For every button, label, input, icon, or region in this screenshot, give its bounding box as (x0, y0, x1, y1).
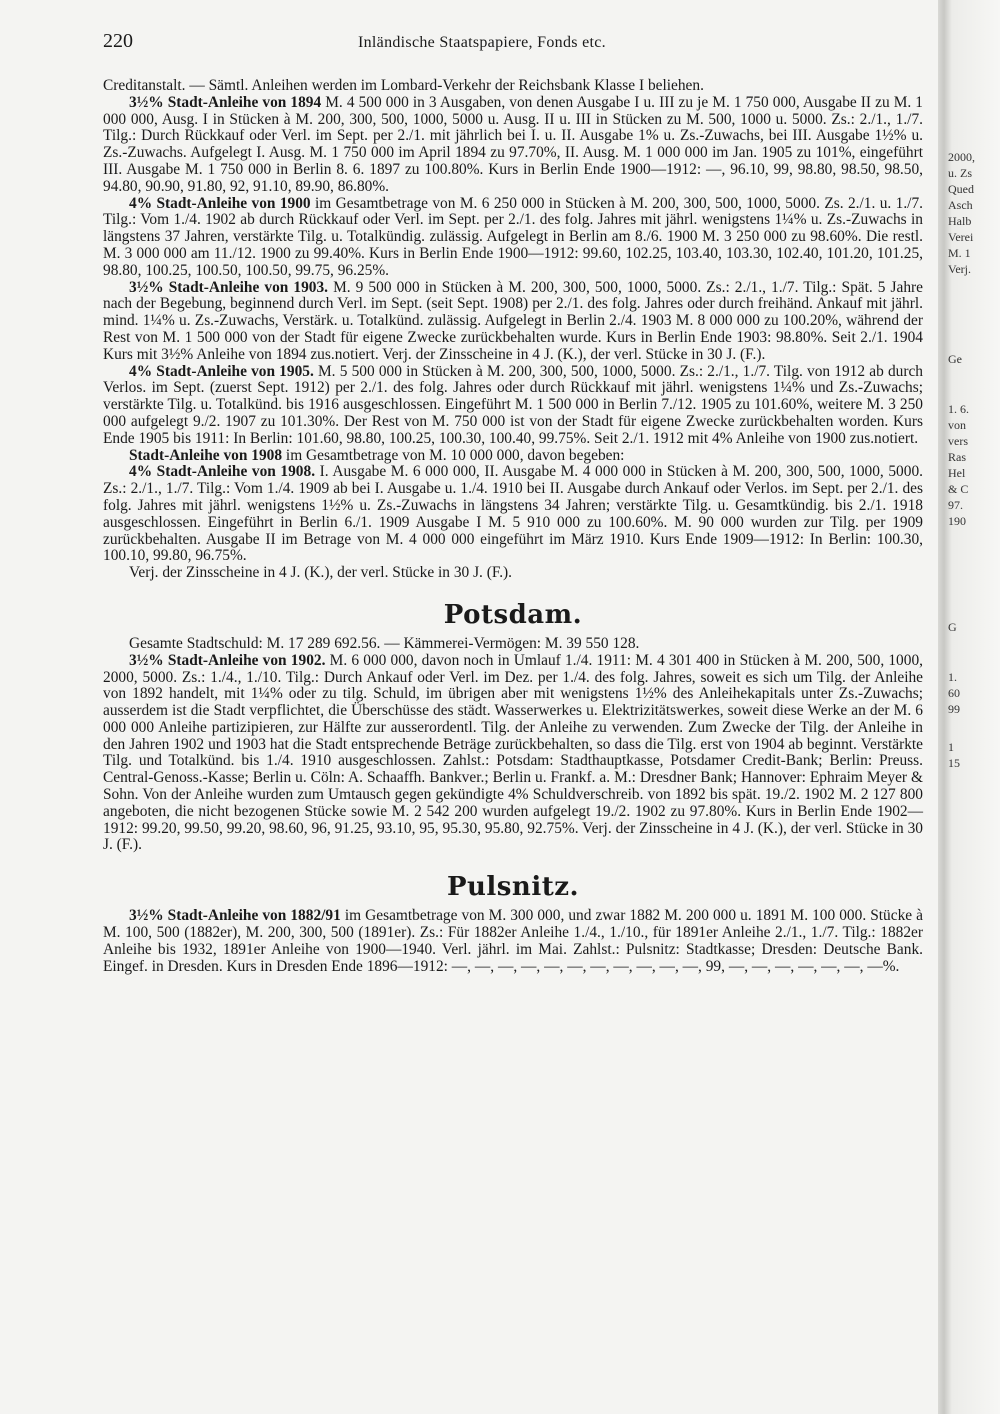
bond-title: 3½% Stadt-Anleihe von 1882/91 (129, 907, 341, 925)
margin-fragment: Hel (948, 466, 966, 480)
margin-fragment: u. Zs (948, 166, 972, 180)
city-heading-pulsnitz: Pulsnitz. (446, 872, 580, 903)
intro-paragraph: Creditanstalt. — Sämtl. Anleihen werden im Lombard-Verkehr der Reichsbank Klasse I beliehen. (103, 77, 704, 94)
bond-text: M. 4 500 000 in 3 Ausgaben, von denen Ausgabe I u. III zu je M. 1 750 000, Ausgabe II zu M. 1 000 000, Ausg. I in Stücken à M. 200, 300, 500, 1000, 5000 u. Ausg. II u. III in Stücken zu M. 500, 1000 u. 5000. Zs.: 2./1., 1./7. Tilg.: Durch Rückkauf oder Verl. im Sept. per 2./1. mit jährlich bei I. u. II. Ausgabe 1% u. Zs.-Zuwachs, bei III. Ausgabe 1½% u. Zs.-Zuwachs. Aufgelegt I. Ausg. M. 1 750 000 im April 1894 zu 97.70%, II. Ausg. M. 1 000 000 im Jan. 1905 zu 101%, eingeführt III. Ausgabe M. 1 750 000 in Berlin 8. 6. 1897 zu 100.80%. Kurs in Berlin Ende 1900—1912: —, 96.10, 99, 98.80, 98.50, 98.50, 94.80, 90.90, 91.80, 92, 91.10, 89.90, 86.80%. (103, 93, 923, 195)
bond-text: I. Ausgabe M. 6 000 000, II. Ausgabe M. 4 000 000 in Stücken à M. 200, 300, 500, 1000, 5000. Zs.: 2./1., 1./7. Tilg.: Vom 1./4. 1909 ab bei I. Ausgabe u. 1./4. 1910 bei II. Ausgabe durch Ankauf oder Verlos. im Sept. per 2./1. des folg. Jahres mit jährl. wenigstens 1½% u. Zs.-Zuwachs in längstens 34 Jahren; verstärkte Tilg. u. Gesamtkündig. bis 2./1. 1918 ausgeschlossen. Eingeführt in Berlin 6./1. 1909 Ausgabe I M. 5 910 000 zu 100.60%. M. 90 000 wurden zur Tilg. per 1909 zurückbehalten. Ausgabe II im Betrage von M. 4 000 000 eingeführt im März 1910. Kurs Ende 1909—1912: In Berlin: 100.30, 100.10, 99.80, 96.75%. (103, 463, 923, 565)
margin-fragment: 1 (948, 740, 954, 754)
margin-fragment: Verj. (948, 262, 971, 276)
margin-fragment: 1. 6. (948, 402, 969, 416)
margin-fragment: Asch (948, 198, 973, 212)
bond-entry (103, 364, 923, 448)
bond-entry (103, 95, 923, 196)
bond-text: im Gesamtbetrage von M. 10 000 000, davon begeben: (282, 446, 625, 464)
margin-fragment: vers (948, 434, 968, 448)
bond-entry (103, 908, 923, 975)
bond-title: 4% Stadt-Anleihe von 1908. (129, 463, 316, 481)
page-number: 220 (103, 30, 133, 52)
verjaehrung-note: Verj. der Zinsscheine in 4 J. (K.), der verl. Stücke in 30 J. (F.). (129, 564, 513, 582)
bond-text: im Gesamtbetrage von M. 300 000, und zwar 1882 M. 200 000 u. 1891 M. 100 000. Stücke à M. 100, 500 (1882er), M. 200, 300, 500 (1891er). Zs.: Für 1882er Anleihe 1./4., 1./10., für 1891er Anleihe 2./1., 1./7. Tilg.: 1882er Anleihe bis 1932, 1891er Anleihe von 1900—1940. Verl. jährl. im Mai. Zahlst.: Pulsnitz: Stadtkasse; Dresden: Deutsche Bank. Eingef. in Dresden. Kurs in Dresden Ende 1896—1912: —, —, —, —, —, —, —, —, —, —, —, 99, —, —, —, —, —, —, —%. (103, 907, 923, 975)
margin-fragment: Verei (948, 230, 974, 244)
margin-fragment: G (948, 620, 957, 634)
bond-title: 3½% Stadt-Anleihe von 1902. (129, 651, 326, 669)
margin-fragment: M. 1 (948, 246, 971, 260)
page-header (103, 30, 923, 56)
bond-entry (103, 653, 923, 855)
bond-title: 4% Stadt-Anleihe von 1905. (129, 362, 314, 380)
bond-entry (103, 196, 923, 280)
city-intro: Gesamte Stadtschuld: M. 17 289 692.56. — Kämmerei-Vermögen: M. 39 550 128. (129, 634, 640, 652)
margin-fragment: Ras (948, 450, 966, 464)
margin-fragment: 1. (948, 670, 957, 684)
margin-fragment: Qued (948, 182, 974, 196)
margin-fragment: Ge (948, 352, 962, 366)
bond-entry (103, 448, 923, 465)
binding-gutter (938, 0, 1000, 1414)
bond-title: Stadt-Anleihe von 1908 (129, 446, 283, 464)
city-heading-potsdam: Potsdam. (443, 599, 583, 630)
margin-fragment: 2000, (948, 150, 975, 164)
margin-fragment: 15 (948, 756, 960, 770)
bond-text: M. 6 000 000, davon noch in Umlauf 1./4. 1911: M. 4 301 400 in Stücken à M. 200, 500, 1000, 2000, 5000. Zs.: 1./4., 1./10. Tilg.: Durch Ankauf oder Verl. im Dez. per 1./4. des folg. Jahres, soweit es sich um Tilg. der Anleihe von 1892 handelt, mit 1¼% oder zu tilg. Schuld, im übrigen aber mit wenigstens 1½% des Anleihekapitals unter Zs.-Zuwachs; ausserdem ist die Stadt verpflichtet, die Überschüsse des städt. Wasserwerkes u. Elektrizitätswerkes, soweit diese Werke an der M. 6 000 000 Anleihe partizipieren, zur Hälfte zur ausserordentl. Tilg. der Anleihe zu verwenden. Zum Zwecke der Tilg. der Anleihe in den Jahren 1902 und 1903 hat die Stadt entsprechende Beträge zurückbehalten, so dass die Tilg. erst von 1904 ab beginnt. Verstärkte Tilg. und Totalkünd. bis 1./4. 1910 ausgeschlossen. Zahlst.: Potsdam: Stadthauptkasse, Potsdamer Credit-Bank; Berlin: Preuss. Central-Genoss.-Kasse; Berlin u. Cöln: A. Schaaffh. Bankver.; Berlin u. Frankf. a. M.: Dresdner Bank; Hannover: Ephraim Meyer & Sohn. Von der Anleihe wurden zum Umtausch gegen gekündigte 4% Schuldverschreib. von 1892 bis spät. 19./2. 1902 M. 2 127 800 angeboten, die nicht bezogenen Stücke sowie M. 2 542 200 wurden aufgelegt 19./2. 1902 zu 97.80%. Kurs in Berlin Ende 1902—1912: 99.20, 99.50, 99.20, 98.60, 96, 91.25, 93.10, 95, 95.30, 95.80, 92.75%. Verj. der Zinsscheine in 4 J. (K.), der verl. Stücke in 30 J. (F.). (103, 651, 923, 854)
bond-entry (103, 464, 923, 565)
margin-fragment: von (948, 418, 966, 432)
bond-entry (103, 280, 923, 364)
margin-fragment: 190 (948, 514, 966, 528)
bond-title: 3½% Stadt-Anleihe von 1894 (129, 93, 322, 111)
page-body (103, 78, 923, 975)
margin-fragment: 97. (948, 498, 963, 512)
bond-text: im Gesamtbetrage von M. 6 250 000 in Stücken à M. 200, 300, 500, 1000, 5000. Zs. 2./1. u. 1./7. Tilg.: Vom 1./4. 1902 ab durch Rückkauf oder Verl. im Sept. per 2./1. des folg. Jahres mit jährl. wenigstens 1¼% u. Zs.-Zuwachs in längstens 37 Jahren, verstärkte Tilg. u. Totalkündig. zulässig. Aufgelegt in Berlin am 8./6. 1900 M. 3 250 000 zu 98.60%. Die restl. M. 3 000 000 am 11./12. 1900 zu 99.40%. Kurs in Berlin Ende 1900—1912: 99.60, 102.25, 103.40, 103.30, 102.40, 101.20, 101.25, 98.80, 100.25, 100.50, 100.50, 99.75, 96.25%. (103, 194, 924, 279)
margin-fragment: Halb (948, 214, 972, 228)
margin-fragment: & C (948, 482, 969, 496)
bond-text: M. 5 500 000 in Stücken à M. 200, 300, 500, 1000, 5000. Zs.: 2./1., 1./7. Tilg. von 1912 ab durch Verlos. im Sept. (zuerst Sept. 1912) per 2./1. des folg. Jahres oder durch Rückkauf mit jährl. wenigstens 1¼% und Zs.-Zuwachs; verstärkte Tilg. u. Totalkünd. bis 1916 ausgeschlossen. Eingeführt M. 1 500 000 in Berlin 7./12. 1905 zu 101.60%, weitere M. 3 250 000 aufgelegt 9./2. 1907 zu 101.30%. Der Rest von M. 750 000 ist von der Stadt für eigene Zwecke zurückbehalten worden. Kurs Ende 1905 bis 1911: In Berlin: 101.60, 98.80, 100.25, 100.30, 100.40, 99.75%. Seit 2./1. 1912 mit 4% Anleihe von 1900 zus.notiert. (103, 362, 923, 447)
running-title: Inländische Staatspapiere, Fonds etc. (358, 34, 606, 51)
margin-fragment: 99 (948, 702, 960, 716)
margin-fragment: 60 (948, 686, 960, 700)
bond-text: M. 9 500 000 in Stücken à M. 200, 300, 500, 1000, 5000. Zs.: 2./1., 1./7. Tilg.: Spät. 5 Jahre nach der Begebung, beginnend durch Verl. im Sept. (seit Sept. 1908) per 2./1. des folg. Jahres oder durch freihänd. Ankauf mit jährl. mind. 1¼% u. Zs.-Zuwachs, Verstärk. u. Totalkünd. zulässig. Aufgelegt in Berlin 2./4. 1903 M. 8 000 000 zu 100.20%, während der Rest von M. 1 500 000 von der Stadt für eigene Zwecke zurückbehalten wurde. Kurs in Berlin Ende 1903: 98.80%. Seit 2./1. 1904 Kurs mit 3½% Anleihe von 1894 zus.notiert. Verj. der Zinsscheine in 4 J. (K.), der verl. Stücke in 30 J. (F.). (103, 278, 924, 363)
bond-title: 3½% Stadt-Anleihe von 1903. (129, 278, 329, 296)
bond-title: 4% Stadt-Anleihe von 1900 (129, 194, 311, 212)
